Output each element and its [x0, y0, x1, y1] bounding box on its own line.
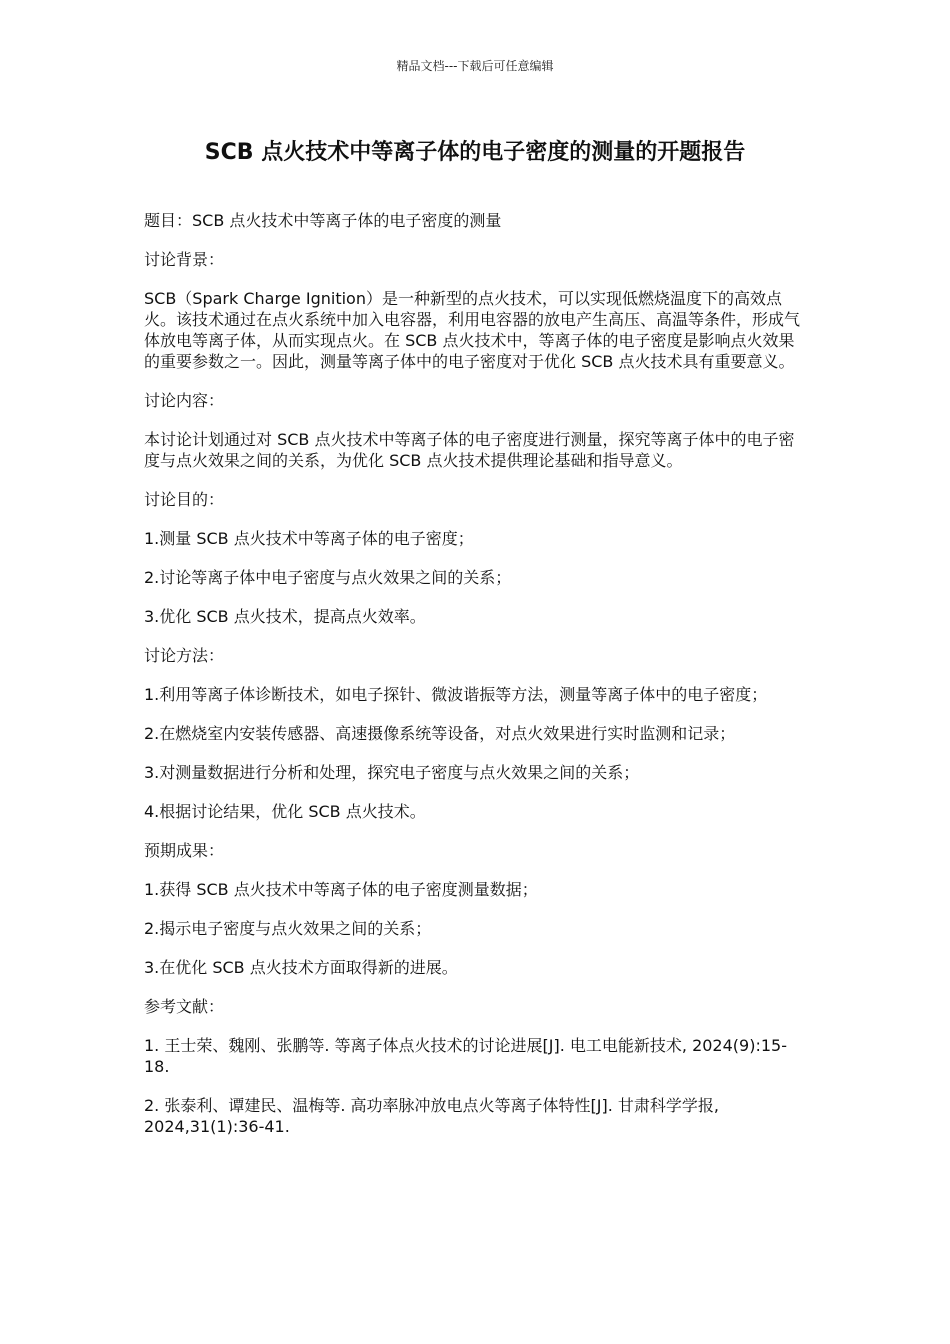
method-item-4: 4.根据讨论结果，优化 SCB 点火技术。	[144, 802, 426, 821]
result-item-3: 3.在优化 SCB 点火技术方面取得新的进展。	[144, 958, 458, 977]
document-body	[144, 210, 806, 1155]
section-heading-background: 讨论背景：	[144, 250, 225, 269]
background-paragraph: SCB（Spark Charge Ignition）是一种新型的点火技术，可以实现低燃烧温度下的高效点火。该技术通过在点火系统中加入电容器，利用电容器的放电产生高压、高温等条件，形成气体放电等离子体，从而实现点火。在 SCB 点火技术中，等离子体的电子密度是影响点火效果的重要参数之一。因此，测量等离子体中的电子密度对于优化 SCB 点火技术具有重要意义。	[144, 289, 801, 371]
method-item-1: 1.利用等离子体诊断技术，如电子探针、微波谐振等方法，测量等离子体中的电子密度；	[144, 685, 768, 704]
document-title: SCB 点火技术中等离子体的电子密度的测量的开题报告	[204, 140, 746, 165]
section-heading-method: 讨论方法：	[144, 646, 225, 665]
section-heading-purpose: 讨论目的：	[144, 490, 225, 509]
method-item-3: 3.对测量数据进行分析和处理，探究电子密度与点火效果之间的关系；	[144, 763, 640, 782]
section-heading-references: 参考文献：	[144, 997, 225, 1016]
content-paragraph: 本讨论计划通过对 SCB 点火技术中等离子体的电子密度进行测量，探究等离子体中的电子密度与点火效果之间的关系，为优化 SCB 点火技术提供理论基础和指导意义。	[144, 430, 795, 470]
reference-item-1: 1. 王士荣、魏刚、张鹏等. 等离子体点火技术的讨论进展[J]. 电工电能新技术, 2024(9):15-18.	[144, 1036, 787, 1076]
purpose-item-3: 3.优化 SCB 点火技术，提高点火效率。	[144, 607, 426, 626]
header-note: 精品文档---下载后可任意编辑	[396, 59, 554, 73]
result-item-1: 1.获得 SCB 点火技术中等离子体的电子密度测量数据；	[144, 880, 538, 899]
result-item-2: 2.揭示电子密度与点火效果之间的关系；	[144, 919, 432, 938]
reference-item-2: 2. 张泰利、谭建民、温梅等. 高功率脉冲放电点火等离子体特性[J]. 甘肃科学学报, 2024,31(1):36-41.	[144, 1096, 719, 1136]
purpose-item-2: 2.讨论等离子体中电子密度与点火效果之间的关系；	[144, 568, 512, 587]
purpose-item-1: 1.测量 SCB 点火技术中等离子体的电子密度；	[144, 529, 474, 548]
method-item-2: 2.在燃烧室内安装传感器、高速摄像系统等设备，对点火效果进行实时监测和记录；	[144, 724, 736, 743]
section-heading-results: 预期成果：	[144, 841, 225, 860]
section-heading-content: 讨论内容：	[144, 391, 225, 410]
topic-line: 题目：SCB 点火技术中等离子体的电子密度的测量	[144, 211, 502, 230]
